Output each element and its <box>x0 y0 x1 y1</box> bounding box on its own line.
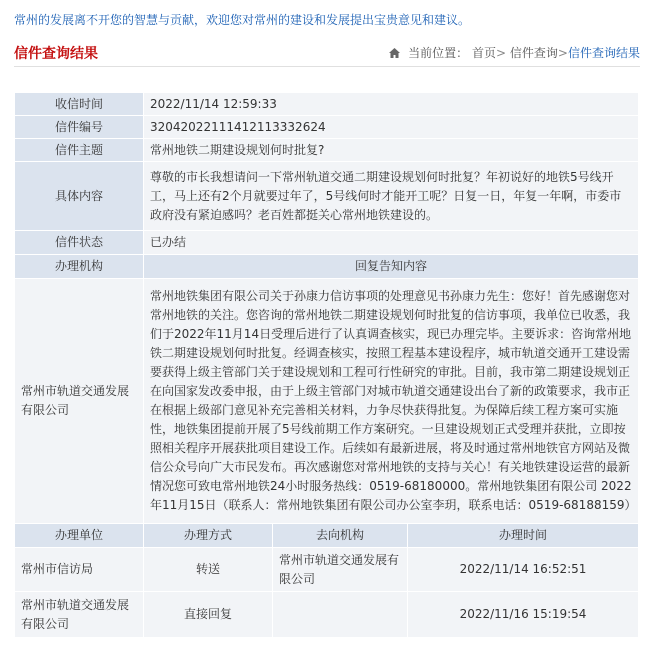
home-icon <box>389 48 400 58</box>
table-row <box>15 548 639 592</box>
page-title: 信件查询结果 <box>14 46 98 62</box>
breadcrumb-query-link[interactable]: 信件查询 <box>509 46 558 60</box>
table-row <box>15 279 639 524</box>
process-method: 直接回复 <box>144 592 273 638</box>
table-row <box>15 116 639 139</box>
process-unit: 常州市轨道交通发展有限公司 <box>15 592 144 638</box>
content-value: 尊敬的市长我想请问一下常州轨道交通二期建设规划何时批复？年初说好的地铁5号线开工，马上还有2个月就要过年了，5号线何时才能开工呢？日复一日，年复一年啊，市委市政府没有紧迫感吗？老百姓都挺关心常州地铁建设的。 <box>144 162 639 231</box>
status-label: 信件状态 <box>15 231 144 255</box>
table-row <box>15 592 639 638</box>
process-time: 2022/11/14 16:52:51 <box>408 548 639 592</box>
breadcrumb <box>389 44 640 61</box>
org-value: 常州市轨道交通发展有限公司 <box>15 279 144 524</box>
table-row <box>15 231 639 255</box>
process-destination <box>273 592 408 638</box>
process-destination: 常州市轨道交通发展有限公司 <box>273 548 408 592</box>
reply-header: 回复告知内容 <box>144 255 639 279</box>
time-label: 收信时间 <box>15 93 144 116</box>
process-header: 办理方式 <box>144 524 273 548</box>
process-time: 2022/11/16 15:19:54 <box>408 592 639 638</box>
reply-content: 常州地铁集团有限公司关于孙康力信访事项的处理意见书孙康力先生：您好！首先感谢您对常州地铁的关注。您咨询的常州地铁二期建设规划何时批复的信访事项，我单位已收悉，我们于2022年11月14日受理后进行了认真调查核实，现已办理完毕。主要诉求：咨询常州地铁二期建设规划何时批复。经调查核实，按照工程基本建设程序，城市轨道交通开工建设需要获得上级主管部门关于建设规划和工程可行性研究的审批。目前，我市第二期建设规划正在向国家发改委申报，由于上级主管部门对城市轨道交通建设出台了新的政策要求，我市正在根据上级部门意见补充完善相关材料，力争尽快获得批复。为保障后续工程方案可实施性，地铁集团提前开展了5号线前期工作方案研究。一旦建设规划正式受理并获批，立即按照相关程序开展获批项目建设工作。后续如有最新进展，将及时通过常州地铁官方网站及微信公众号向广大市民发布。再次感谢您对常州地铁的支持与关心！有关地铁建设运营的最新情况您可致电常州地铁24小时服务热线：0519-68180000。常州地铁集团有限公司 2022年11月15日（联系人：常州地铁集团有限公司办公室李玥，联系电话：0519-68188159） <box>144 279 639 524</box>
page-header <box>14 40 640 67</box>
time-value: 2022/11/14 12:59:33 <box>144 93 639 116</box>
process-header: 办理单位 <box>15 524 144 548</box>
content-label: 具体内容 <box>15 162 144 231</box>
breadcrumb-prefix: 当前位置： <box>408 46 469 60</box>
breadcrumb-separator: > <box>496 46 507 60</box>
letter-no-label: 信件编号 <box>15 116 144 139</box>
table-row <box>15 93 639 116</box>
breadcrumb-separator: > <box>557 46 568 60</box>
subject-label: 信件主题 <box>15 139 144 162</box>
status-value: 已办结 <box>144 231 639 255</box>
process-header-row <box>15 524 639 548</box>
table-row <box>15 255 639 279</box>
process-method: 转送 <box>144 548 273 592</box>
process-header: 去向机构 <box>273 524 408 548</box>
letter-no-value: 32042022111412113332624 <box>144 116 639 139</box>
table-row <box>15 162 639 231</box>
process-header: 办理时间 <box>408 524 639 548</box>
letter-table <box>14 92 639 638</box>
top-banner <box>0 0 660 38</box>
org-label: 办理机构 <box>15 255 144 279</box>
breadcrumb-home-link[interactable]: 首页 <box>472 46 497 60</box>
banner-text: 常州的发展离不开您的智慧与贡献，欢迎您对常州的建设和发展提出宝贵意见和建议。 <box>14 13 471 27</box>
table-row <box>15 139 639 162</box>
subject-value: 常州地铁二期建设规划何时批复? <box>144 139 639 162</box>
process-unit: 常州市信访局 <box>15 548 144 592</box>
breadcrumb-current: 信件查询结果 <box>567 46 640 60</box>
